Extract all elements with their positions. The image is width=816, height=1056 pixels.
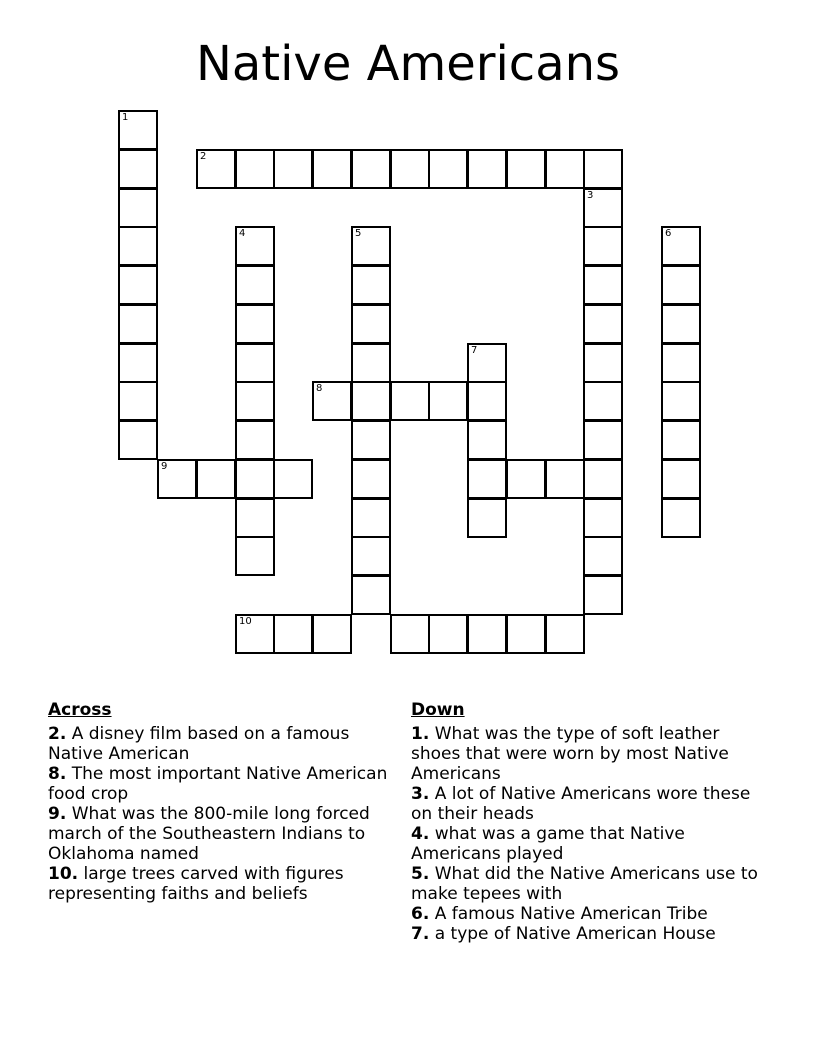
grid-cell[interactable]: [196, 459, 236, 499]
clue-number: 5.: [411, 864, 430, 884]
grid-cell[interactable]: [467, 498, 507, 538]
across-clue: [48, 764, 393, 804]
cell-number: 3: [587, 190, 594, 201]
grid-cell[interactable]: [351, 149, 391, 189]
cell-number: 4: [239, 228, 246, 239]
grid-cell[interactable]: [506, 149, 546, 189]
grid-cell[interactable]: [467, 381, 507, 421]
clue-number: 2.: [48, 724, 67, 744]
grid-cell[interactable]: [118, 188, 158, 228]
cell-number: 9: [161, 461, 168, 472]
grid-cell[interactable]: [467, 420, 507, 460]
grid-cell[interactable]: [351, 420, 391, 460]
grid-cell[interactable]: [428, 149, 468, 189]
grid-cell[interactable]: [351, 536, 391, 576]
across-clue: [48, 864, 393, 904]
clue-number: 8.: [48, 764, 67, 784]
cell-number: 2: [200, 151, 207, 162]
grid-cell[interactable]: [351, 226, 391, 266]
clue-text: The most important Native American food crop: [48, 764, 388, 804]
grid-cell[interactable]: [273, 459, 313, 499]
cell-number: 7: [471, 345, 478, 356]
grid-cell[interactable]: [506, 614, 546, 654]
grid-cell[interactable]: [273, 149, 313, 189]
clue-number: 3.: [411, 784, 430, 804]
across-clue: [48, 724, 393, 764]
grid-cell[interactable]: [583, 265, 623, 305]
grid-cell[interactable]: [351, 343, 391, 383]
grid-cell[interactable]: [312, 149, 352, 189]
grid-cell[interactable]: [235, 226, 275, 266]
grid-cell[interactable]: [661, 265, 701, 305]
cell-number: 10: [239, 616, 252, 627]
clue-number: 7.: [411, 924, 430, 944]
grid-cell[interactable]: [545, 614, 585, 654]
clue-text: what was a game that Native Americans played: [411, 824, 685, 864]
page-title: Native Americans: [195, 36, 621, 92]
clue-number: 4.: [411, 824, 430, 844]
grid-cell[interactable]: [467, 459, 507, 499]
across-clue: [48, 804, 393, 864]
grid-cell[interactable]: [661, 420, 701, 460]
grid-cell[interactable]: [351, 498, 391, 538]
grid-cell[interactable]: [118, 226, 158, 266]
grid-cell[interactable]: [583, 575, 623, 615]
grid-cell[interactable]: [467, 343, 507, 383]
down-clue: [411, 904, 766, 924]
grid-cell[interactable]: [118, 381, 158, 421]
grid-cell[interactable]: [157, 459, 197, 499]
grid-cell[interactable]: [235, 304, 275, 344]
grid-cell[interactable]: [235, 149, 275, 189]
down-clue: [411, 724, 766, 784]
down-clue: [411, 924, 766, 944]
grid-cell[interactable]: [235, 420, 275, 460]
grid-cell[interactable]: [273, 614, 313, 654]
down-heading: Down: [411, 700, 465, 720]
grid-cell[interactable]: [351, 265, 391, 305]
grid-cell[interactable]: [467, 149, 507, 189]
grid-cell[interactable]: [390, 149, 430, 189]
grid-cell[interactable]: [583, 459, 623, 499]
grid-cell[interactable]: [583, 149, 623, 189]
down-clues: [411, 700, 766, 944]
clue-text: A famous Native American Tribe: [434, 904, 708, 924]
clue-number: 9.: [48, 804, 67, 824]
grid-cell[interactable]: [583, 188, 623, 228]
grid-cell[interactable]: [235, 381, 275, 421]
grid-cell[interactable]: [661, 381, 701, 421]
grid-cell[interactable]: [235, 343, 275, 383]
clue-text: What was the 800-mile long forced march of the Southeastern Indians to Oklahoma named: [48, 804, 370, 864]
grid-cell[interactable]: [118, 420, 158, 460]
grid-cell[interactable]: [351, 459, 391, 499]
grid-cell[interactable]: [235, 614, 275, 654]
grid-cell[interactable]: [118, 149, 158, 189]
down-clue: [411, 824, 766, 864]
grid-cell[interactable]: [118, 265, 158, 305]
grid-cell[interactable]: [235, 536, 275, 576]
grid-cell[interactable]: [583, 226, 623, 266]
grid-cell[interactable]: [583, 536, 623, 576]
grid-cell[interactable]: [390, 614, 430, 654]
grid-cell[interactable]: [235, 459, 275, 499]
grid-cell[interactable]: [545, 149, 585, 189]
grid-cell[interactable]: [118, 110, 158, 150]
grid-cell[interactable]: [545, 459, 585, 499]
cell-number: 6: [665, 228, 672, 239]
across-heading: Across: [48, 700, 112, 720]
grid-cell[interactable]: [118, 343, 158, 383]
grid-cell[interactable]: [428, 614, 468, 654]
grid-cell[interactable]: [467, 614, 507, 654]
grid-cell[interactable]: [506, 459, 546, 499]
down-clue: [411, 864, 766, 904]
grid-cell[interactable]: [661, 459, 701, 499]
cell-number: 5: [355, 228, 362, 239]
clue-text: A disney film based on a famous Native American: [48, 724, 350, 764]
grid-cell[interactable]: [661, 343, 701, 383]
down-clue: [411, 784, 766, 824]
grid-cell[interactable]: [351, 381, 391, 421]
grid-cell[interactable]: [312, 381, 352, 421]
grid-cell[interactable]: [235, 265, 275, 305]
grid-cell[interactable]: [235, 498, 275, 538]
clue-text: What did the Native Americans use to make tepees with: [411, 864, 758, 904]
grid-cell[interactable]: [196, 149, 236, 189]
grid-cell[interactable]: [390, 381, 430, 421]
grid-cell[interactable]: [583, 343, 623, 383]
grid-cell[interactable]: [428, 381, 468, 421]
clue-text: large trees carved with figures representing faiths and beliefs: [48, 864, 344, 904]
grid-cell[interactable]: [583, 420, 623, 460]
grid-cell[interactable]: [583, 498, 623, 538]
clue-text: a type of Native American House: [434, 924, 716, 944]
grid-cell[interactable]: [661, 226, 701, 266]
grid-cell[interactable]: [661, 304, 701, 344]
grid-cell[interactable]: [583, 304, 623, 344]
cell-number: 1: [122, 112, 129, 123]
clue-number: 6.: [411, 904, 430, 924]
clue-number: 10.: [48, 864, 79, 884]
grid-cell[interactable]: [312, 614, 352, 654]
cell-number: 8: [316, 383, 323, 394]
grid-cell[interactable]: [351, 575, 391, 615]
clue-text: A lot of Native Americans wore these on their heads: [411, 784, 751, 824]
grid-cell[interactable]: [583, 381, 623, 421]
clue-number: 1.: [411, 724, 430, 744]
clue-text: What was the type of soft leather shoes that were worn by most Native Americans: [411, 724, 729, 784]
grid-cell[interactable]: [351, 304, 391, 344]
grid-cell[interactable]: [661, 498, 701, 538]
grid-cell[interactable]: [118, 304, 158, 344]
across-clues: [48, 700, 393, 904]
